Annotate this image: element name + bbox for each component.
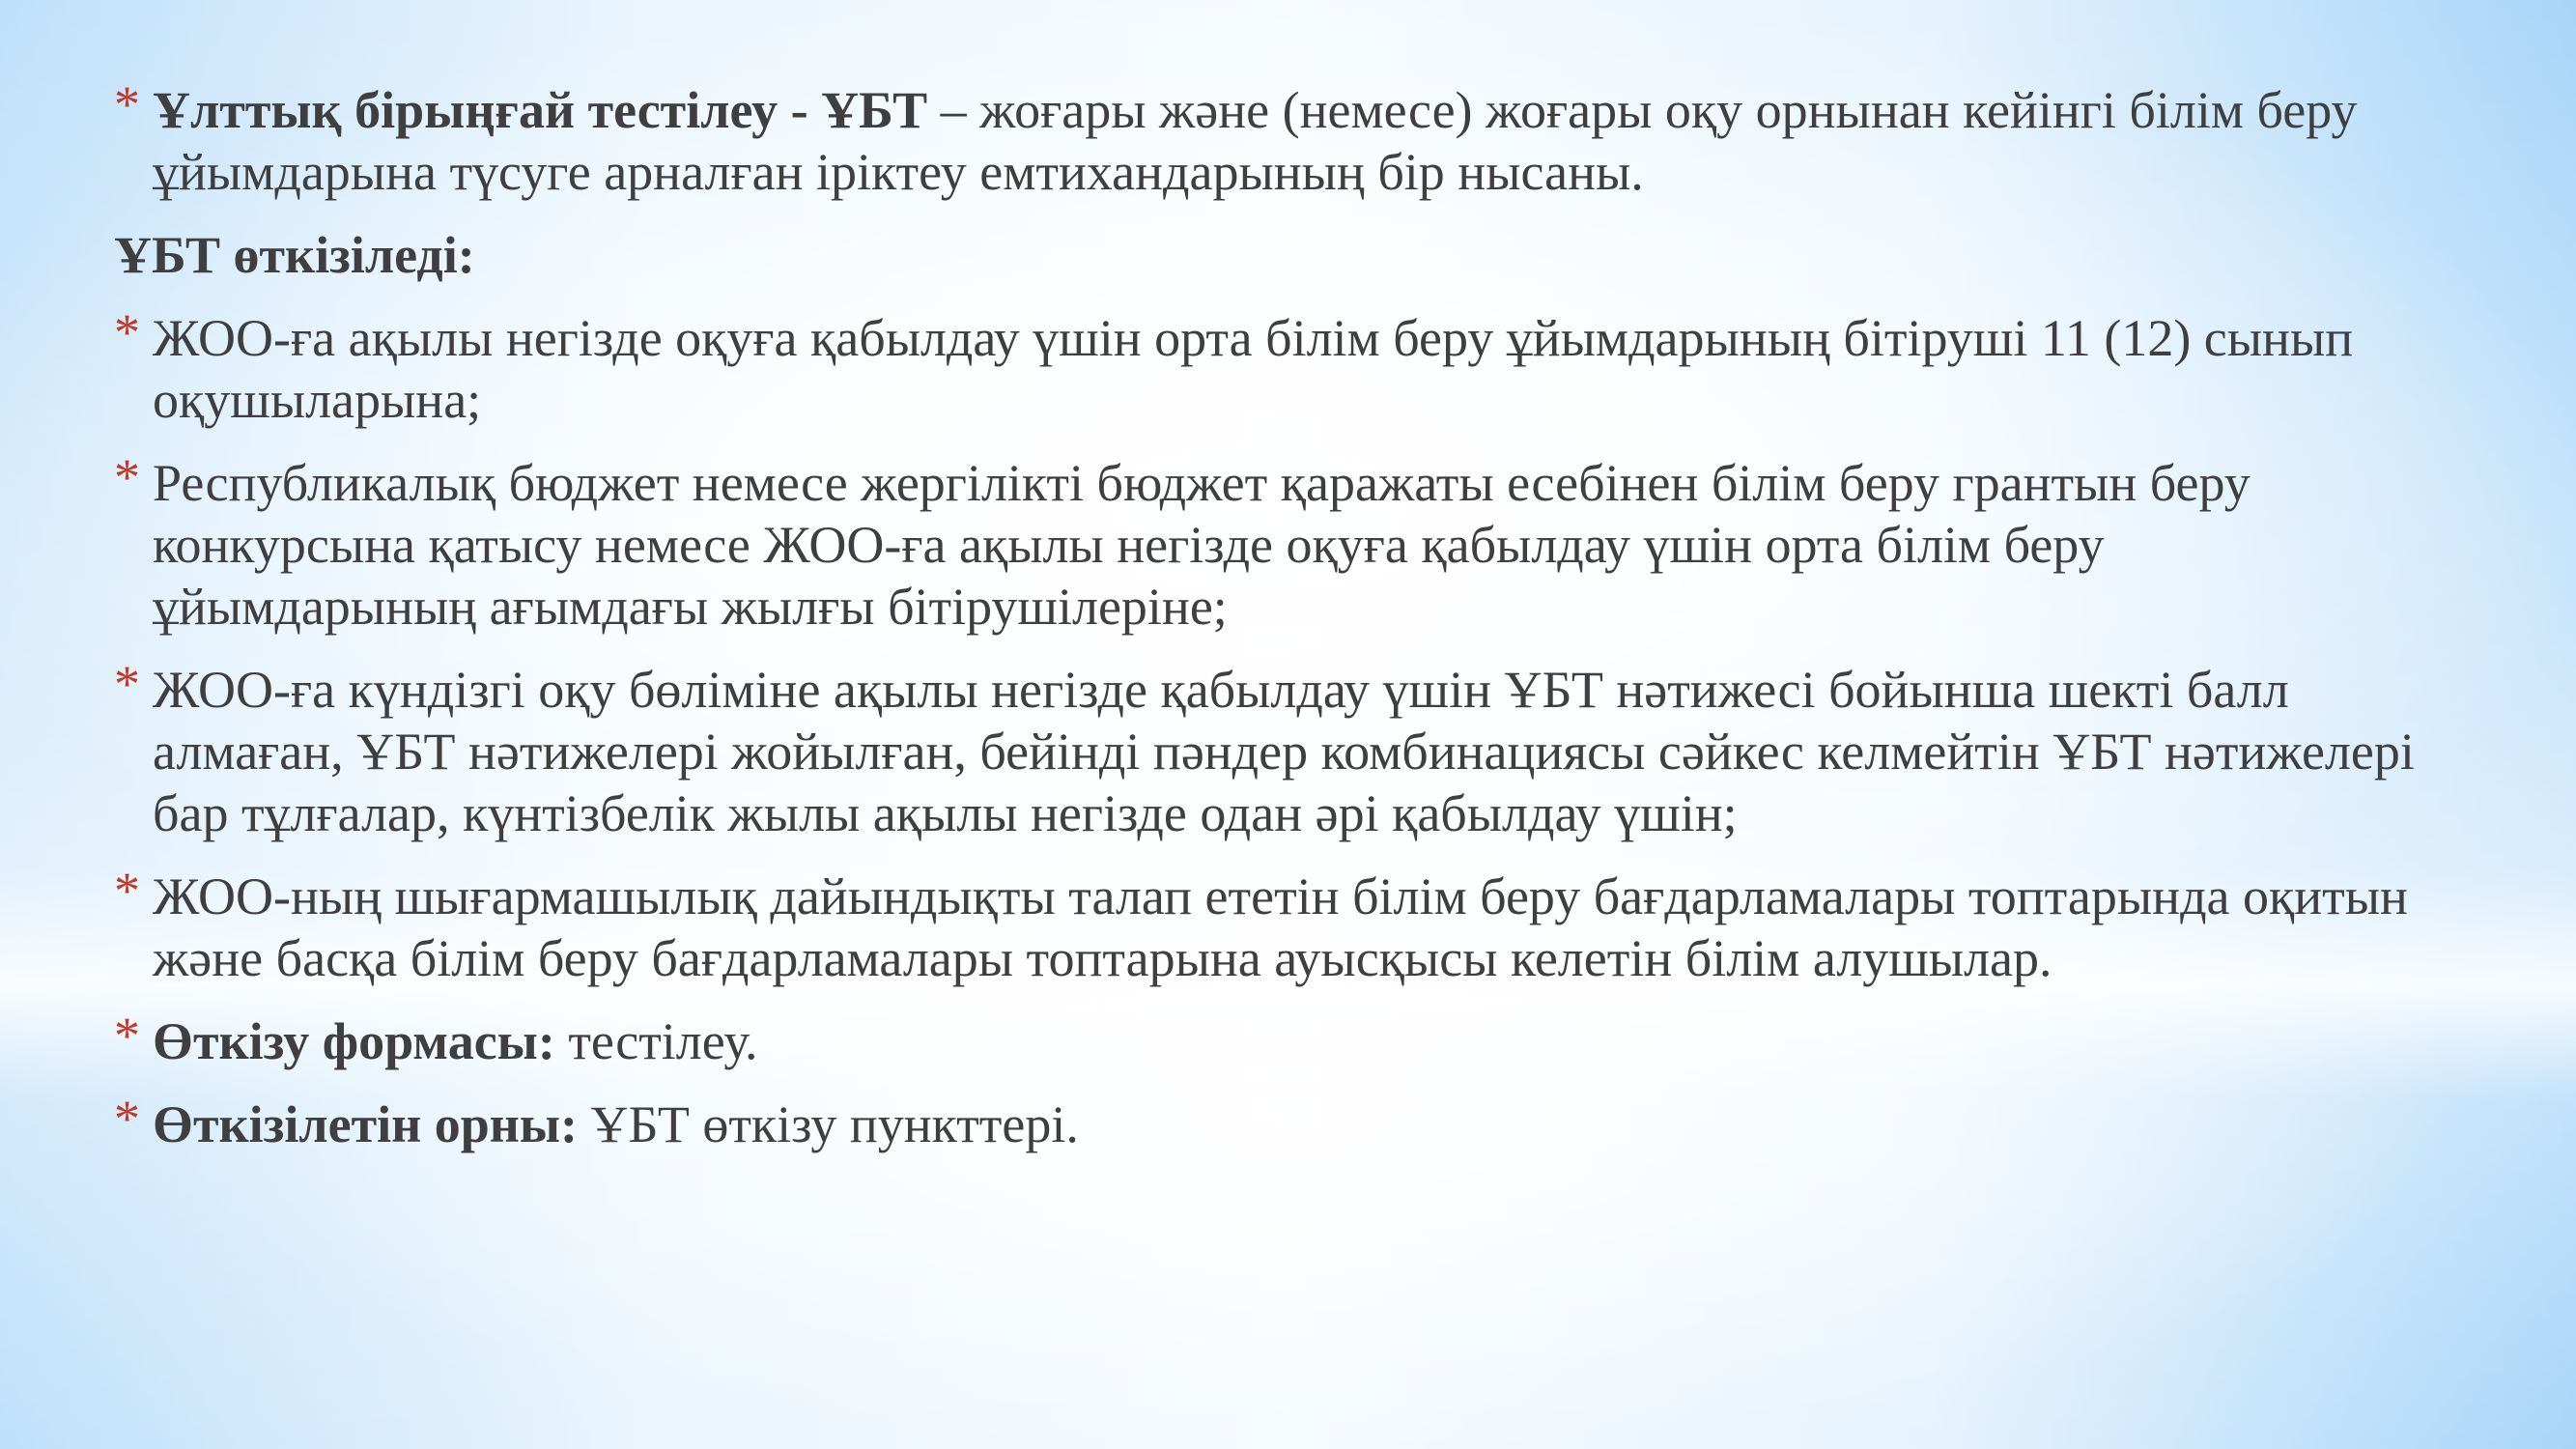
item-text: – жоғары және (немесе) жоғары оқу орнынан кейінгі білім беру ұйымдарына түсуге арналған іріктеу емтихандарының бір нысаны. [153,81,2358,201]
list-heading [114,224,2432,286]
item-text: ҰБТ өткізу пункттері. [578,1095,1079,1153]
bullet-asterisk: * [114,1090,140,1148]
heading-text: ҰБТ өткізіледі: [114,226,475,284]
list-item-threshold [114,655,2432,844]
item-text: тестілеу. [554,1012,758,1070]
bullet-asterisk: * [114,1007,140,1065]
item-text: ЖОО-ға ақылы негізде оқуға қабылдау үшін орта білім беру ұйымдарының бітіруші 11 (12) сынып оқушыларына; [153,309,2354,429]
item-bold-text: Өткізу формасы: [153,1012,555,1070]
item-bold-text: Өткізілетін орны: [153,1095,579,1153]
slide-content [114,75,2432,1177]
bullet-asterisk: * [114,448,140,506]
item-text: ЖОО-ның шығармашылық дайындықты талап ететін білім беру бағдарламалары топтарында оқитын және басқа білім беру бағдарламалары топтарына ауысқысы келетін білім алушылар. [153,867,2408,987]
list-item-grant [114,448,2432,638]
bullet-asterisk: * [114,862,140,920]
bullet-asterisk: * [114,75,140,133]
list-item-definition [114,75,2432,203]
bullet-asterisk: * [114,303,140,361]
item-text: Республикалық бюджет немесе жергілікті бюджет қаражаты есебінен білім беру грантын беру конкурсына қатысу немесе ЖОО-ға ақылы негізде оқуға қабылдау үшін орта білім беру ұйымдарының ағымдағы жылғы бітірушілеріне; [153,454,2250,636]
item-text: ЖОО-ға күндізгі оқу бөліміне ақылы негізде қабылдау үшін ҰБТ нәтижесі бойынша шекті балл алмаған, ҰБТ нәтижелері жойылған, бейінді пәндер комбинациясы сәйкес келмейтін ҰБТ нәтижелері бар тұлғалар, күнтізбелік жылы ақылы негізде одан әрі қабылдау үшін; [153,661,2415,842]
item-bold-text: Ұлттық бірыңғай тестілеу - ҰБТ [153,81,928,139]
list-item-graduates [114,303,2432,431]
bullet-asterisk: * [114,655,140,713]
list-item-transfer [114,862,2432,989]
list-item-format [114,1007,2432,1072]
list-item-location [114,1090,2432,1155]
